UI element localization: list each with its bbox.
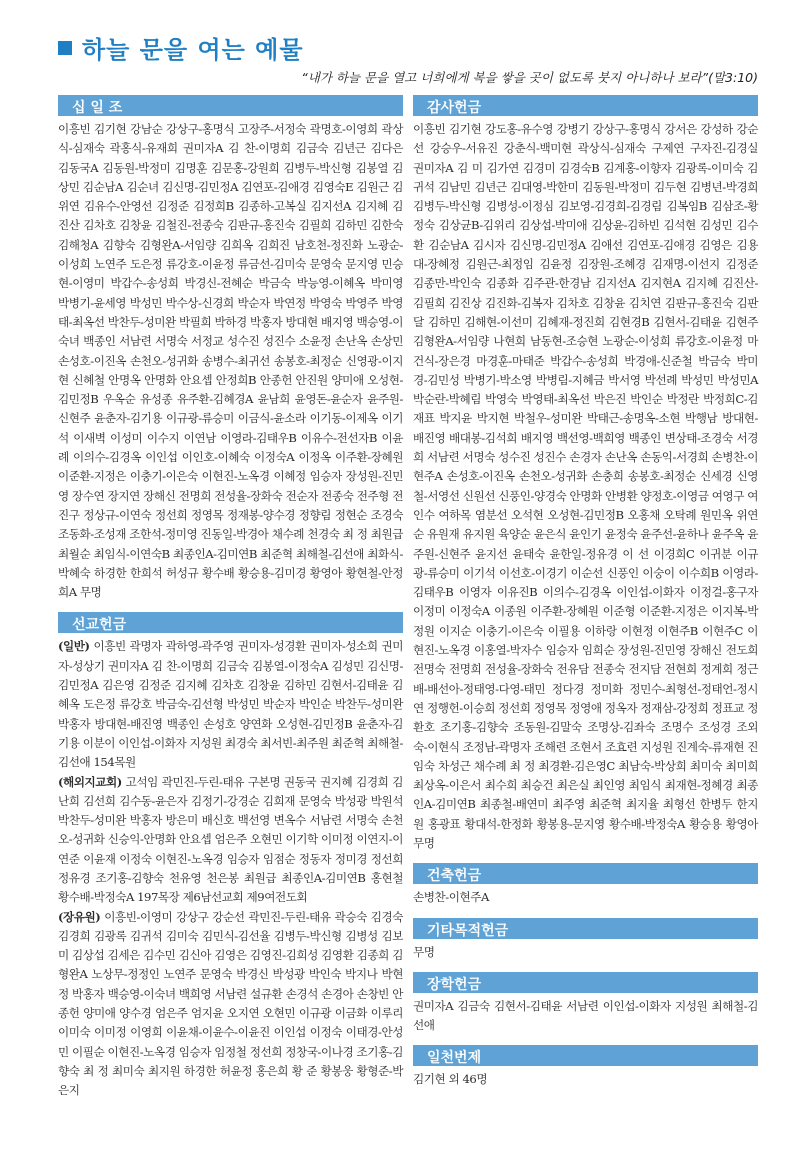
title-square-icon [58,41,72,55]
other-names: 무명 [413,944,435,959]
section-heading-tithe: 십 일 조 [58,95,403,116]
mission-group-label: (장유원) [58,909,101,924]
mission-group-text: 고석임 곽민진-두린-태유 구본명 권동국 권지혜 김경희 김난희 김선희 김수동-윤은자 김정기-강경순 김희재 문영숙 박성광 박원석 박찬두-성미완 박홍자 방은미 배신호 백선영 변옥수 서남련 서명숙 손천오-성귀화 신승익-안명화 안요셉 엄은주 오현민 이기학 이미정 이연지-이연준 이윤재 이정숙 이현진-노옥경 임승자 임점순 정동자 정미경 정선희 정유경 조기홍-김향숙 천유영 천은봉 최원급 최종인A-김미연B 홍현철 황수배-박정숙A 197목장 제6남선교회 제9여전도회 [58,774,403,905]
left-column [58,95,403,1101]
first-coin-names: 김기현 외 46명 [413,1072,488,1087]
section-heading-first-coin: 일천번제 [413,1045,758,1066]
section-heading-scholarship: 장학헌금 [413,972,758,993]
right-column [413,95,758,1090]
page-header [58,30,758,85]
title-row [58,30,758,65]
page-title: 하늘 문을 여는 예물 [82,36,304,64]
building-names: 손병찬-이현주A [413,890,489,905]
mission-group-label: (일반) [58,639,90,654]
thanks-names: 이흥빈 김기현 강도홍-유수영 강병기 강상구-홍명식 강서은 강성하 강순선 강승우-서유진 강춘식-백미현 곽상식-심재숙 구제연 구자진-김경실 권미자A 김 미 김가연 김경미 김경숙B 김계홍-이향자 김광록-이미숙 김귀석 김남민 김년근 김대영-박한미 김동원-박정미 김두현 김병년-박경희 김병두-박신형 김병성-이정심 김보영-김경희-김경림 김복임B 김삼조-황정숙 김상균B-김위리 김상섭-박미애 김상윤-김하빈 김석현 김성민 김수환 김순남A 김시자 김신명-김민정A 김애선 김연포-김애경 김영은 김용대-장혜정 김원근-최정임 김윤정 김장원-조혜경 김재명-이선지 김정준 김종만-박인숙 김종화 김주관-한경남 김지선A 김지현A 김지혜 김진산-김필희 김진상 김진화-김복자 김차호 김창윤 김치연 김판규-홍진숙 김판달 김하민 김해현-이선미 김혜재-정진희 김현경B 김현서-김태윤 김현주 김형완A-서임량 나현희 남동현-조승현 노광순-이성희 류강호-이윤정 마건식-장은경 마경훈-마태준 박갑수-송성희 박경애-신준철 박금숙 박미경-김민성 박병기-박소영 박병림-지혜금 박서영 박선례 박성민 박성민A 박순란-박혜림 박영숙 박영태-최옥선 박은진 박인순 박정란 박정희C-김재표 박지윤 박지현 박철우-성미완 박태근-송명옥-소현 박행남 방대현-배진영 배대봉-김석희 배지영 백선영-백희영 백종인 변상태-조경숙 서경희 서남련 서명숙 성수진 성진수 손경자 손난옥 손동익-서경희 손병찬-이현주A 손성호-이진옥 손천오-성귀화 손충희 송봉호-최정순 신세경 신영철-서영선 신원선 신풍인-양경숙 안명화 안병환 양정호-이영금 여영구 여인수 여하목 염분선 오석현 오성현-김민정B 오홍채 오탁례 원민옥 위연순 유원재 유지원 육양순 윤은식 윤인기 윤정숙 윤주선-윤하나 윤주옥 윤주원-신현주 윤지선 윤태숙 윤한일-정유경 이 선 이경희C 이귀분 이규광-류승미 이기석 이선호-이경기 이순선 신풍인 이숭이 이수희B 이영라-김태우B 이영자 이유진B 이의수-김경옥 이인섭-이화자 이정걸-홍구자 이정미 이정숙A 이종원 이주환-장혜원 이준형 이준환-지정은 이지복-박정원 이지순 이충기-이은숙 이필용 이하랑 이현정 이현주B 이현주C 이현진-노옥경 이홍열-박자수 임승자 임희순 장성원-진민영 장해신 전도희 전명숙 전명희 전성율-장화숙 전유담 전종숙 전지담 전현희 정계희 정근배-배선아-정태영-다영-태민 정다경 정미화 정민수-최형선-정태언-정시연 정행헌-이승희 정선희 정영목 정영애 정옥자 정재삼-강정희 정표교 정환호 조기홍-김향숙 조동원-김말숙 조명상-김좌숙 조명수 조성경 조외숙-이현식 조정남-곽명자 조해련 조현서 조효련 지성원 진계숙-류재현 진임숙 차성근 채수례 최 정 최경환-김은영C 최남숙-박상희 최미숙 최미희 최상옥-이은서 최수희 최승건 최은실 최인영 최임식 최재현-정혜경 최종인A-김미연B 최종철-배연미 최주영 최준혁 최지율 최형선 한병두 한지원 홍광표 황대석-한정화 황봉용-문지영 황수배-박정숙A 황승용 황영아 무명 [413,122,758,850]
section-heading-building: 건축헌금 [413,863,758,884]
scholarship-names: 권미자A 김금숙 김현서-김태윤 서남련 이인섭-이화자 지성원 최해철-김선애 [413,998,758,1033]
mission-group-text: 이흥빈-이영미 강상구 강순선 곽민진-두린-태유 곽승숙 김경숙 김경희 김광록 김귀석 김미숙 김민식-김선율 김병두-박신형 김병성 김보미 김상섭 김세은 김수민 김신아 김영은 김영진-김희성 김영환 김종희 김형완A 노상무-정정인 노연주 문영숙 박경신 박성광 박인숙 박지나 박현정 박홍자 백승영-이숙녀 백희영 서남련 설규환 손경석 손경아 손창빈 안종헌 양미애 양수경 엄은주 엄지윤 오지연 오현민 이규광 이금화 이루리 이미숙 이미정 이영희 이윤채-이윤수-이윤진 이인섭 이정숙 이태경-안성민 이필순 이현진-노옥경 임승자 임정철 정선희 정창국-이나경 조기홍-김향숙 최 정 최미숙 최지원 하경한 허윤정 홍은희 황 준 황봉웅 황형준-박은지 [58,909,403,1098]
bible-verse: “내가 하늘 문을 열고 너희에게 복을 쌓을 곳이 없도록 붓지 아니하나 보라”(말3:10) [301,70,758,85]
section-heading-mission: 선교헌금 [58,612,403,633]
tithe-names: 이흥빈 김기현 강남순 강상구-홍명식 고장주-서정숙 곽명호-이영희 곽상식-심재숙 곽홍식-유재희 권미자A 김 찬-이명희 김금숙 김년근 김다은 김동국A 김동원-박정미 김명훈 김문홍-강원희 김병두-박신형 김봉열 김상민 김순남A 김순녀 김신명-김민정A 김연포-김애경 김영숙E 김원근 김위연 김유수-안영선 김정준 김정희B 김종하-고복실 김지선A 김지혜 김진산 김차호 김창윤 김철진-전종숙 김판규-홍진숙 김필희 김하민 김한숙 김해청A 김향숙 김형완A-서임량 김희옥 김희진 남호천-정진화 노광순-이성희 노연주 도은정 류강호-이윤정 류금선-김미숙 문영숙 문지영 민승현-이영미 박갑수-송성희 박경신-전혜순 박금숙 박능영-이혜옥 박미영 박병기-윤세영 박성민 박수상-신경희 박순자 박연정 박영숙 박영주 박영태-최옥선 박찬두-성미완 박필희 박하경 박홍자 방대현 배지영 백승영-이숙녀 백종인 서남련 서명숙 서정교 성수진 성진수 소윤정 손난옥 손상민 손성호-이진옥 손천오-성귀화 송병수-최귀선 송봉호-최정순 신영광-이지현 신혜철 안명옥 안명화 안요셉 안정희B 안종헌 안진원 양미애 오성현-김민정B 우옥순 유성종 유주환-김혜경A 윤남희 윤영돈-윤순자 윤주원-신현주 윤춘자-김기용 이규광-류승미 이금식-윤소라 이기동-이제옥 이기석 이새벽 이성미 이수지 이연남 이영라-김태우B 이유수-전선자B 이윤례 이의수-김경옥 이인섭 이인호-이혜숙 이정숙A 이정옥 이주환-장혜원 이준환-지정은 이충기-이은숙 이현진-노옥경 이혜정 임승자 장성원-진민영 장수연 장지연 장해신 전명희 전성율-장화숙 전순자 전종숙 전주형 전진구 정상규-이연숙 정선희 정영목 정재봉-양수경 정향림 정현순 조경숙 조동화-조성재 조한석-정미영 진동일-박경아 채수례 천경숙 최 정 최원급 최월순 최임식-이연숙B 최종인A-김미연B 최준혁 최해철-김선애 최화식-박혜숙 하경한 한희석 허성규 황수배 황승용-김미경 황영아 황현철-안정희A 무명 [58,122,403,600]
section-heading-thanks: 감사헌금 [413,95,758,116]
section-heading-other: 기타목적헌금 [413,918,758,939]
mission-group-label: (해외지교회) [58,774,122,789]
mission-names [58,637,403,1100]
mission-group-text: 이흥빈 곽명자 곽하영-곽주영 권미자-성경환 권미자-성소희 권미자-성상기 권미자A 김 찬-이명희 김금숙 김봉열-이정숙A 김성민 김신명-김민정A 김은영 김정준 김지혜 김차호 김창윤 김하민 김현서-김태윤 김혜옥 도은정 류강호 박금숙-김선형 박성민 박순자 박인순 박찬두-성미완 박홍자 방대현-배진영 백종인 손성호 양연화 오성현-김민정B 윤춘자-김기용 이분이 이인섭-이화자 지성원 최경숙 최서빈-최주원 최준혁 최해철-김선애 154목원 [58,639,403,770]
